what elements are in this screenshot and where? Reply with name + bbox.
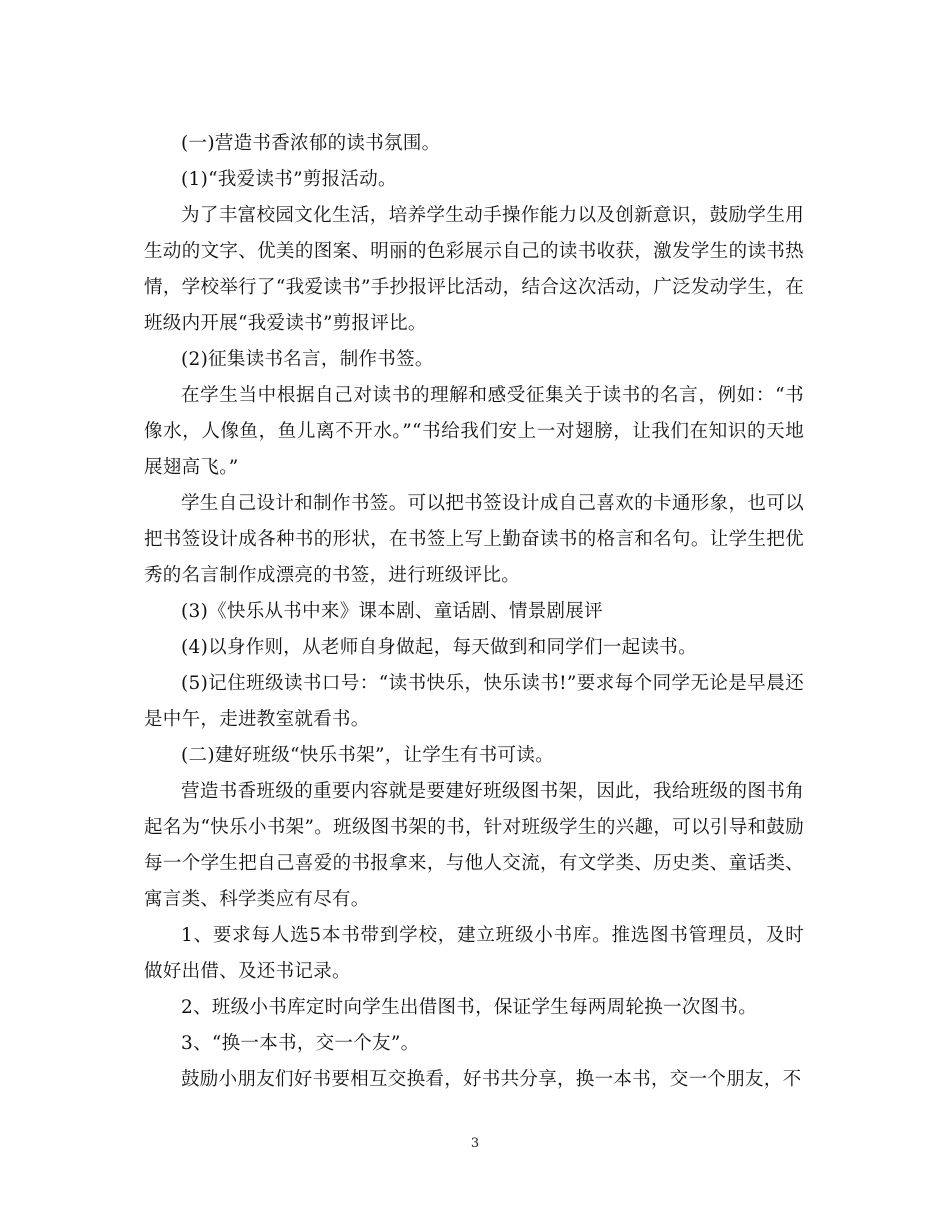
list-item-1: 1、要求每人选5本书带到学校，建立班级小书库。推选图书管理员，及时做好出借、及还书记录。 [144,925,804,982]
paragraph-bookshelf-description: 营造书香班级的重要内容就是要建好班级图书架，因此，我给班级的图书角起名为“快乐小书架”。班级图书架的书，针对班级学生的兴趣，可以引导和鼓励每一个学生把自己喜爱的书报拿来，与他人交流，有文学类、历史类、童话类、寓言类、科学类应有尽有。 [144,781,804,910]
heading-happy-bookshelf: (二)建好班级“快乐书架”，让学生有书可读。 [181,745,554,766]
paragraph-quote-collection: 在学生当中根据自己对读书的理解和感受征集关于读书的名言，例如：“书像水，人像鱼，鱼儿离不开水。”“书给我们安上一对翅膀，让我们在知识的天地展翅高飞。” [144,385,804,478]
list-item-2: 2、班级小书库定时向学生出借图书，保证学生每两周轮换一次图书。 [181,997,758,1018]
heading-reading-atmosphere: (一)营造书香浓郁的读书氛围。 [181,133,441,154]
page-number: 3 [470,1136,480,1151]
item-teacher-example: (4)以身作则，从老师自身做起，每天做到和同学们一起读书。 [181,637,697,658]
paragraph-clipping-description: 为了丰富校园文化生活，培养学生动手操作能力以及创新意识，鼓励学生用生动的文字、优美的图案、明丽的色彩展示自己的读书收获，激发学生的读书热情，学校举行了“我爱读书”手抄报评比活动，结合这次活动，广泛发动学生，在班级内开展“我爱读书”剪报评比。 [144,205,804,334]
item-reading-quotes: (2)征集读书名言，制作书签。 [181,349,434,370]
item-class-slogan: (5)记住班级读书口号：“读书快乐，快乐读书!”要求每个同学无论是早晨还是中午，走进教室就看书。 [144,673,804,730]
paragraph-book-exchange: 鼓励小朋友们好书要相互交换看，好书共分享，换一本书，交一个朋友，不 [181,1069,802,1090]
paragraph-bookmark-design: 学生自己设计和制作书签。可以把书签设计成自己喜欢的卡通形象，也可以把书签设计成各种书的形状，在书签上写上勤奋读书的格言和名句。让学生把优秀的名言制作成漂亮的书签，进行班级评比。 [144,493,804,586]
list-item-3: 3、“换一本书，交一个友”。 [181,1033,420,1054]
item-clipping-activity: (1)“我爱读书”剪报活动。 [181,169,397,190]
item-drama-review: (3)《快乐从书中来》课本剧、童话剧、情景剧展评 [181,601,603,622]
document-body [144,126,804,1098]
